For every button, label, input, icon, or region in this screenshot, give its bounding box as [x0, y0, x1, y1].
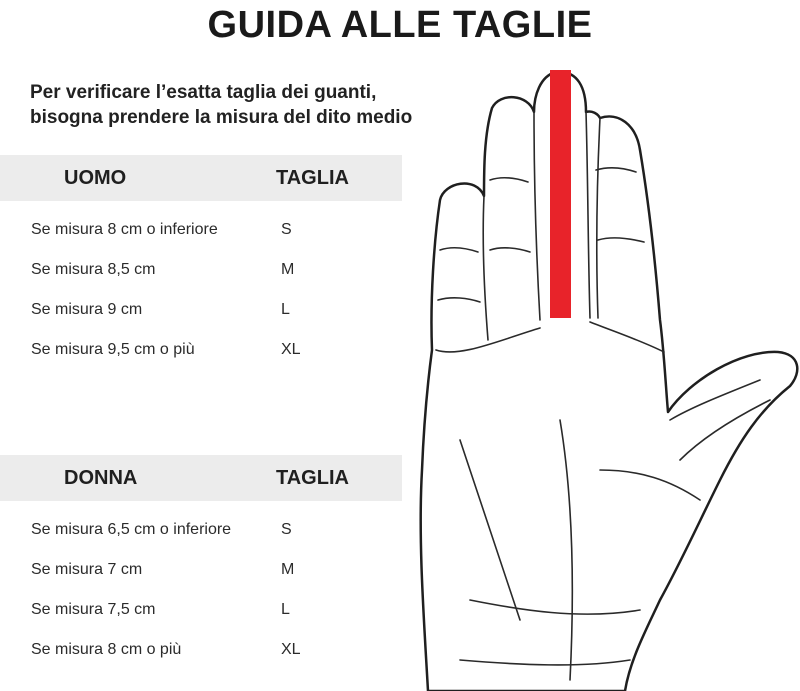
intro-text	[30, 80, 430, 130]
measure-cell: Se misura 7,5 cm	[31, 601, 156, 618]
column-header-size: TAGLIA	[276, 467, 349, 489]
column-header-gender: DONNA	[64, 467, 138, 489]
measure-cell: Se misura 9 cm	[31, 301, 143, 318]
table-row	[0, 325, 402, 365]
intro-line-2: bisogna prendere la misura del dito medio	[30, 107, 413, 128]
size-cell: XL	[281, 641, 301, 658]
table-row	[0, 545, 402, 585]
size-cell: S	[281, 521, 292, 538]
table-row	[0, 205, 402, 245]
page-title: GUIDA ALLE TAGLIE	[207, 4, 593, 46]
size-cell: L	[281, 301, 290, 318]
size-cell: S	[281, 221, 292, 238]
measure-cell: Se misura 7 cm	[31, 561, 143, 578]
column-header-gender: UOMO	[64, 167, 127, 189]
table-row	[0, 585, 402, 625]
measure-cell: Se misura 6,5 cm o inferiore	[31, 521, 232, 538]
size-cell: XL	[281, 341, 301, 358]
table-header	[0, 155, 402, 201]
table-uomo	[0, 155, 402, 365]
size-cell: M	[281, 261, 295, 278]
table-row	[0, 505, 402, 545]
column-header-size: TAGLIA	[276, 167, 349, 189]
hand-outline	[421, 72, 798, 691]
measure-cell: Se misura 8,5 cm	[31, 261, 156, 278]
intro-line-1: Per verificare l’esatta taglia dei guanti,	[30, 82, 377, 103]
middle-finger-measure	[550, 70, 571, 318]
measure-cell: Se misura 8 cm o più	[31, 641, 182, 658]
table-row	[0, 245, 402, 285]
table-header	[0, 455, 402, 501]
size-cell: M	[281, 561, 295, 578]
hand-icon	[404, 60, 800, 691]
measure-cell: Se misura 8 cm o inferiore	[31, 221, 218, 238]
table-row	[0, 625, 402, 665]
table-donna	[0, 455, 402, 665]
table-row	[0, 285, 402, 325]
size-cell: L	[281, 601, 290, 618]
measure-cell: Se misura 9,5 cm o più	[31, 341, 195, 358]
